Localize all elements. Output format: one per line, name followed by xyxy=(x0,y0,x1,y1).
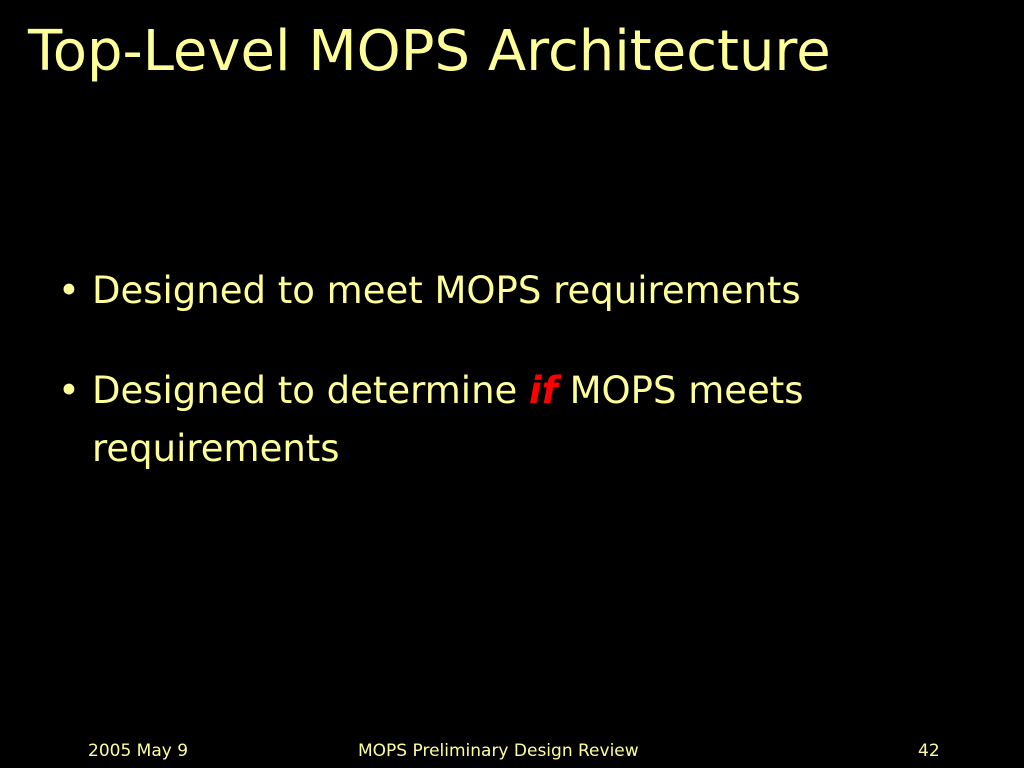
bullet-emphasis: if xyxy=(529,369,558,412)
bullet-marker: • xyxy=(58,369,80,412)
bullet-text-before: Designed to determine xyxy=(92,369,530,412)
page-number: 42 xyxy=(918,741,940,761)
bullet-item xyxy=(58,262,958,320)
bullet-item xyxy=(58,362,958,478)
footer-date: 2005 May 9 xyxy=(88,741,189,761)
slide-title: Top-Level MOPS Architecture xyxy=(28,19,831,84)
bullet-list xyxy=(58,262,958,520)
bullet-marker: • xyxy=(58,269,80,312)
bullet-text-after: MOPS meets requirements xyxy=(92,369,804,470)
bullet-text: Designed to meet MOPS requirements xyxy=(92,269,801,312)
footer-title: MOPS Preliminary Design Review xyxy=(358,741,639,761)
